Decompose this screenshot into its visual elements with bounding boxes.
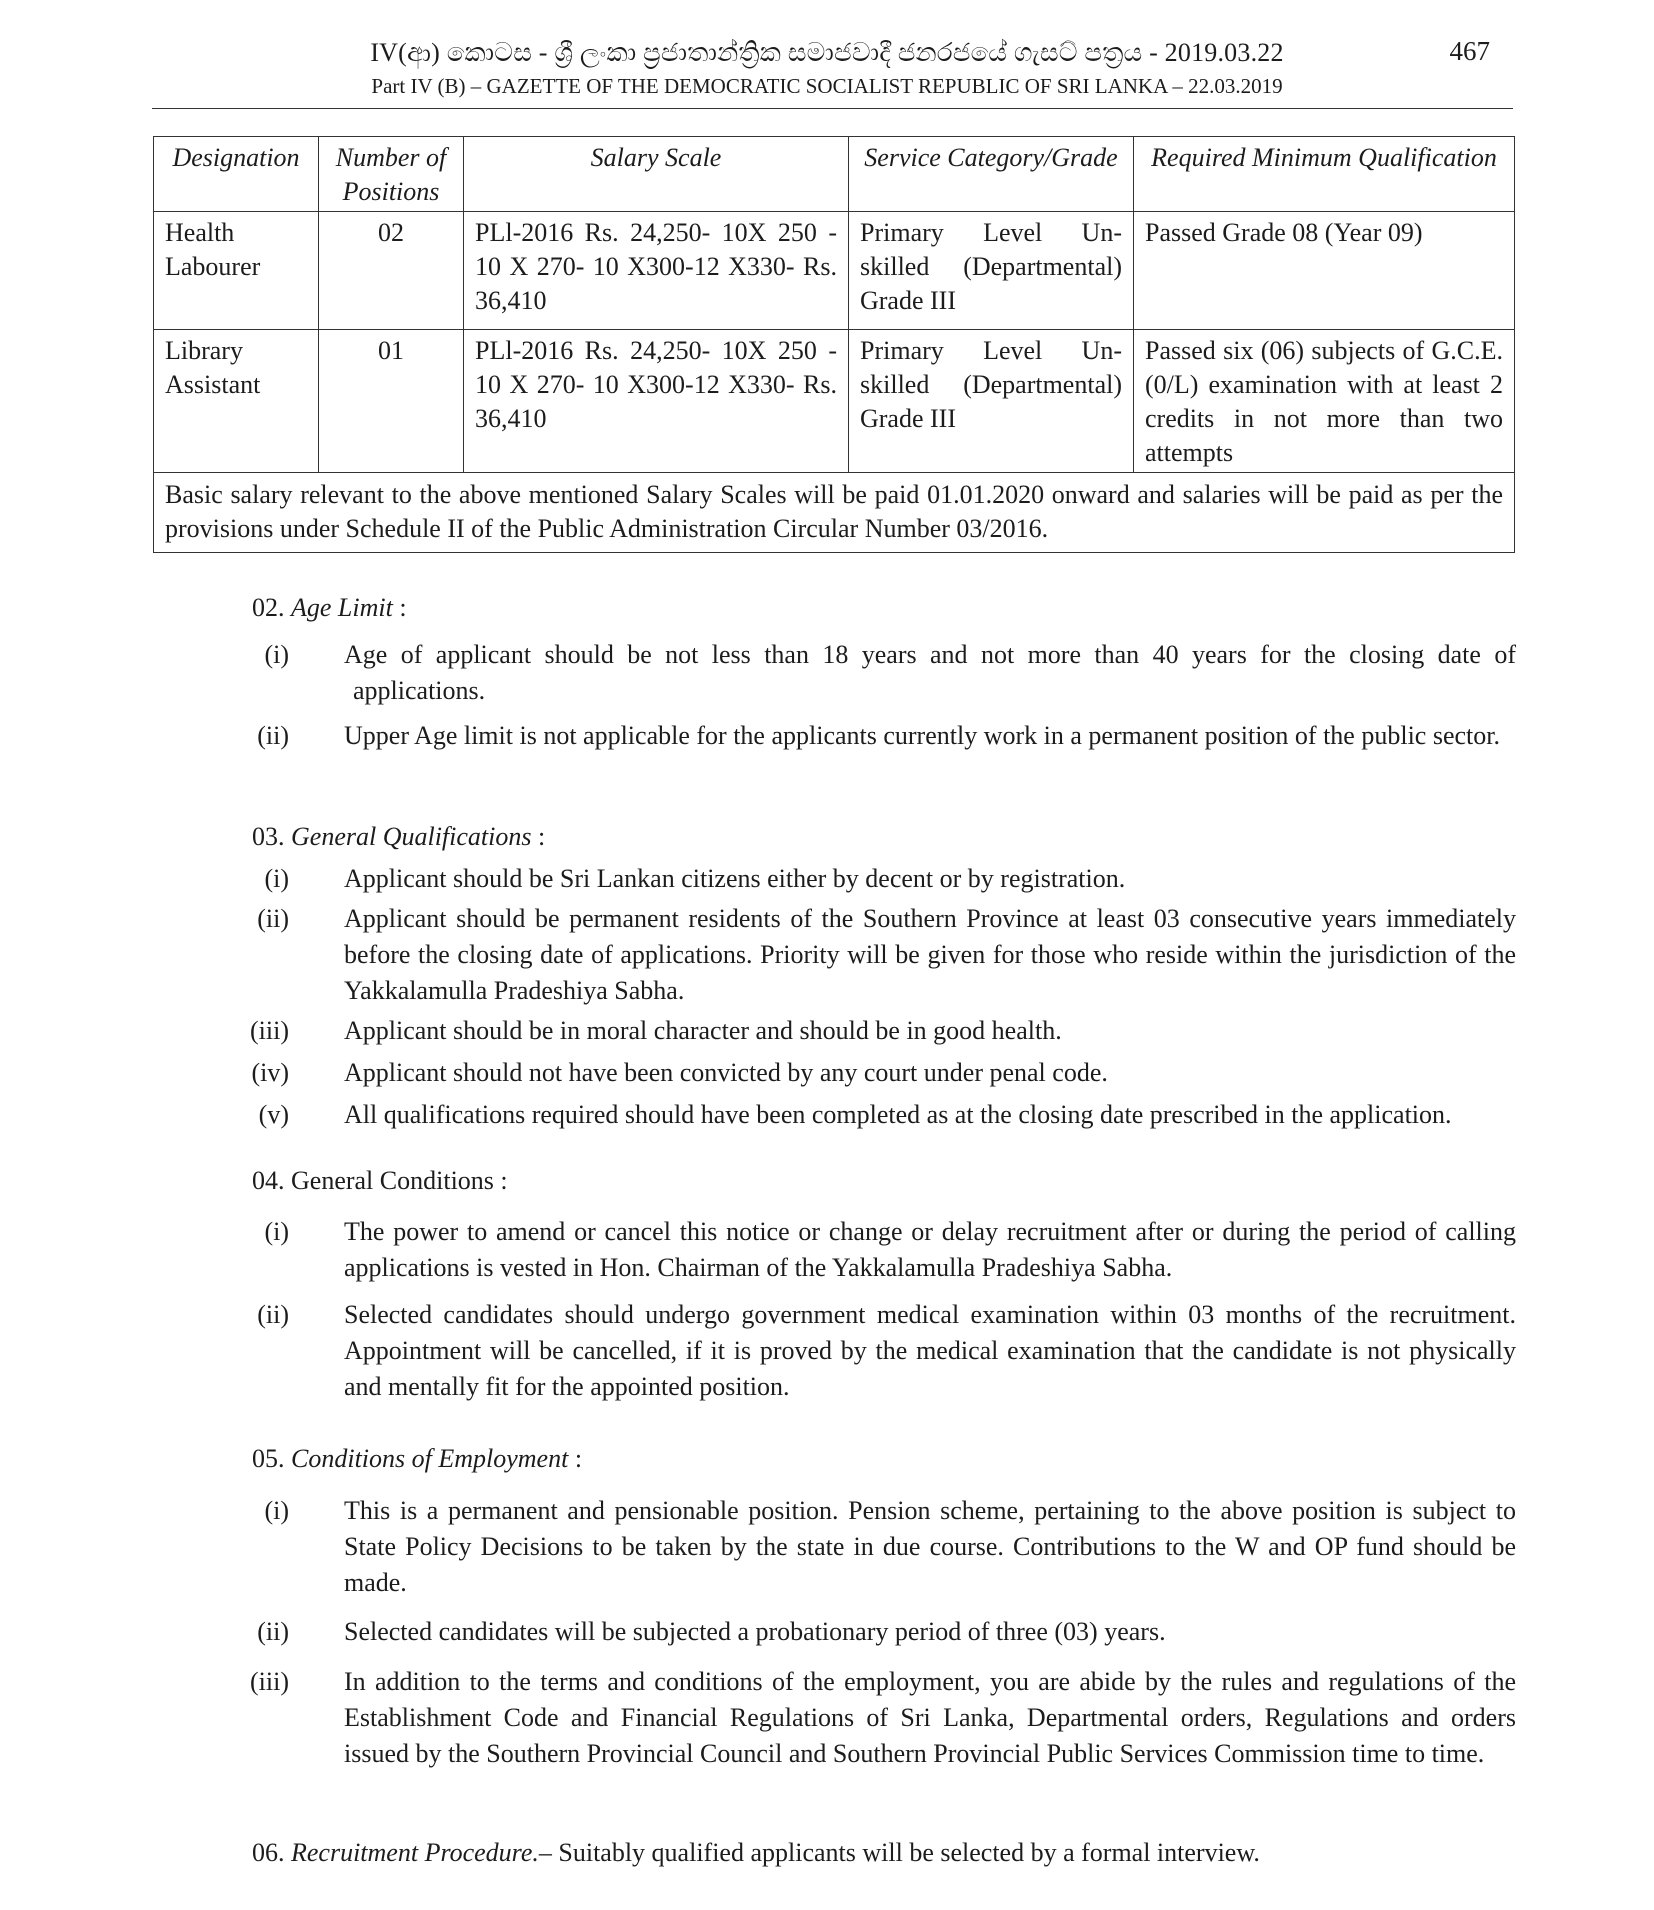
section-title: General Qualifications	[291, 822, 532, 851]
table-row	[154, 212, 1515, 330]
header-divider	[152, 108, 1513, 109]
list-item: (ii) Selected candidates will be subjected a probationary period of three (03) years.	[257, 1617, 1166, 1646]
cell-salary-scale: PLl-2016 Rs. 24,250- 10X 250 - 10 X 270- 10 X300-12 X330- Rs. 36,410	[464, 330, 849, 473]
col-header-positions: Number of Positions	[319, 137, 464, 212]
section-title: Age Limit	[291, 593, 393, 622]
section-title: Conditions of Employment	[291, 1444, 569, 1473]
section-heading-age-limit: 02. Age Limit :	[252, 593, 407, 622]
section-heading-conditions-of-employment: 05. Conditions of Employment :	[252, 1444, 583, 1473]
list-item: (ii) Applicant should be permanent residents of the Southern Province at least 03 consecutive years immediately before the closing date of applications. Priority will be given for those who reside within the jurisdiction of the Yakkalamulla Pradeshiya Sabha.	[257, 904, 1516, 1005]
col-header-salary-scale: Salary Scale	[464, 137, 849, 212]
list-item: (i) The power to amend or cancel this notice or change or delay recruitment after or during the period of calling applications is vested in Hon. Chairman of the Yakkalamulla Pradeshiya Sabha.	[264, 1217, 1516, 1282]
cell-service-category: Primary Level Un-skilled (Departmental) Grade III	[849, 212, 1134, 330]
col-header-service-category: Service Category/Grade	[849, 137, 1134, 212]
section-title: Recruitment Procedure.	[291, 1838, 539, 1867]
gazette-header	[0, 38, 1654, 110]
page-number: 467	[1449, 36, 1490, 66]
list-item: (v) All qualifications required should have been completed as at the closing date prescribed in the application.	[258, 1100, 1452, 1129]
cell-qualification: Passed Grade 08 (Year 09)	[1134, 212, 1515, 330]
list-item: (ii) Selected candidates should undergo government medical examination within 03 months of the recruitment. Appointment will be cancelled, if it is proved by the medical examination that the candidate is not physically and mentally fit for the appointed position.	[257, 1300, 1516, 1401]
section-title: General Conditions :	[291, 1166, 508, 1195]
list-item: (iv) Applicant should not have been convicted by any court under penal code.	[251, 1058, 1108, 1087]
salary-footnote: Basic salary relevant to the above mentioned Salary Scales will be paid 01.01.2020 onward and salaries will be paid as per the provisions under Schedule II of the Public Administration Circular Number 03/2016.	[154, 473, 1515, 553]
cell-positions: 02	[319, 212, 464, 330]
col-header-qualification: Required Minimum Qualification	[1134, 137, 1515, 212]
section-heading-general-qualifications: 03. General Qualifications :	[252, 822, 546, 851]
list-item: (iii) Applicant should be in moral character and should be in good health.	[250, 1016, 1062, 1045]
table-row	[154, 330, 1515, 473]
header-english-line: Part IV (B) – GAZETTE OF THE DEMOCRATIC SOCIALIST REPUBLIC OF SRI LANKA – 22.03.2019	[371, 74, 1283, 98]
cell-salary-scale: PLl-2016 Rs. 24,250- 10X 250 - 10 X 270- 10 X300-12 X330- Rs. 36,410	[464, 212, 849, 330]
list-item: (i) Applicant should be Sri Lankan citizens either by decent or by registration.	[264, 864, 1126, 893]
list-item: (i) Age of applicant should be not less than 18 years and not more than 40 years for the closing date of applications.	[264, 640, 1516, 705]
list-item: (iii) In addition to the terms and conditions of the employment, you are abide by the rules and regulations of the Establishment Code and Financial Regulations of Sri Lanka, Departmental orders, Regulations and orders issued by the Southern Provincial Council and Southern Provincial Public Services Commission time to time.	[250, 1667, 1516, 1768]
col-header-designation: Designation	[154, 137, 319, 212]
positions-table	[153, 136, 1515, 553]
section-heading-recruitment-procedure: 06. Recruitment Procedure.– Suitably qualified applicants will be selected by a formal interview.	[252, 1838, 1260, 1867]
cell-designation: Health Labourer	[154, 212, 319, 330]
section-heading-general-conditions: 04. General Conditions :	[252, 1166, 508, 1195]
cell-qualification: Passed six (06) subjects of G.C.E.(0/L) examination with at least 2 credits in not more than two attempts	[1134, 330, 1515, 473]
cell-designation: Library Assistant	[154, 330, 319, 473]
table-footnote-row	[154, 473, 1515, 553]
table-header-row	[154, 137, 1515, 212]
header-sinhala-line: IV(ආ) කොටස - ශ්‍රී ලංකා ප්‍රජාතාන්ත්‍රික සමාජවාදී ජනරජයේ ගැසට් පත්‍රය - 2019.03.22	[370, 38, 1284, 67]
cell-positions: 01	[319, 330, 464, 473]
list-item: (i) This is a permanent and pensionable position. Pension scheme, pertaining to the above position is subject to State Policy Decisions to be taken by the state in due course. Contributions to the W and OP fund should be made.	[264, 1496, 1516, 1597]
cell-service-category: Primary Level Un-skilled (Departmental) Grade III	[849, 330, 1134, 473]
list-item: (ii) Upper Age limit is not applicable for the applicants currently work in a permanent position of the public sector.	[257, 721, 1500, 750]
